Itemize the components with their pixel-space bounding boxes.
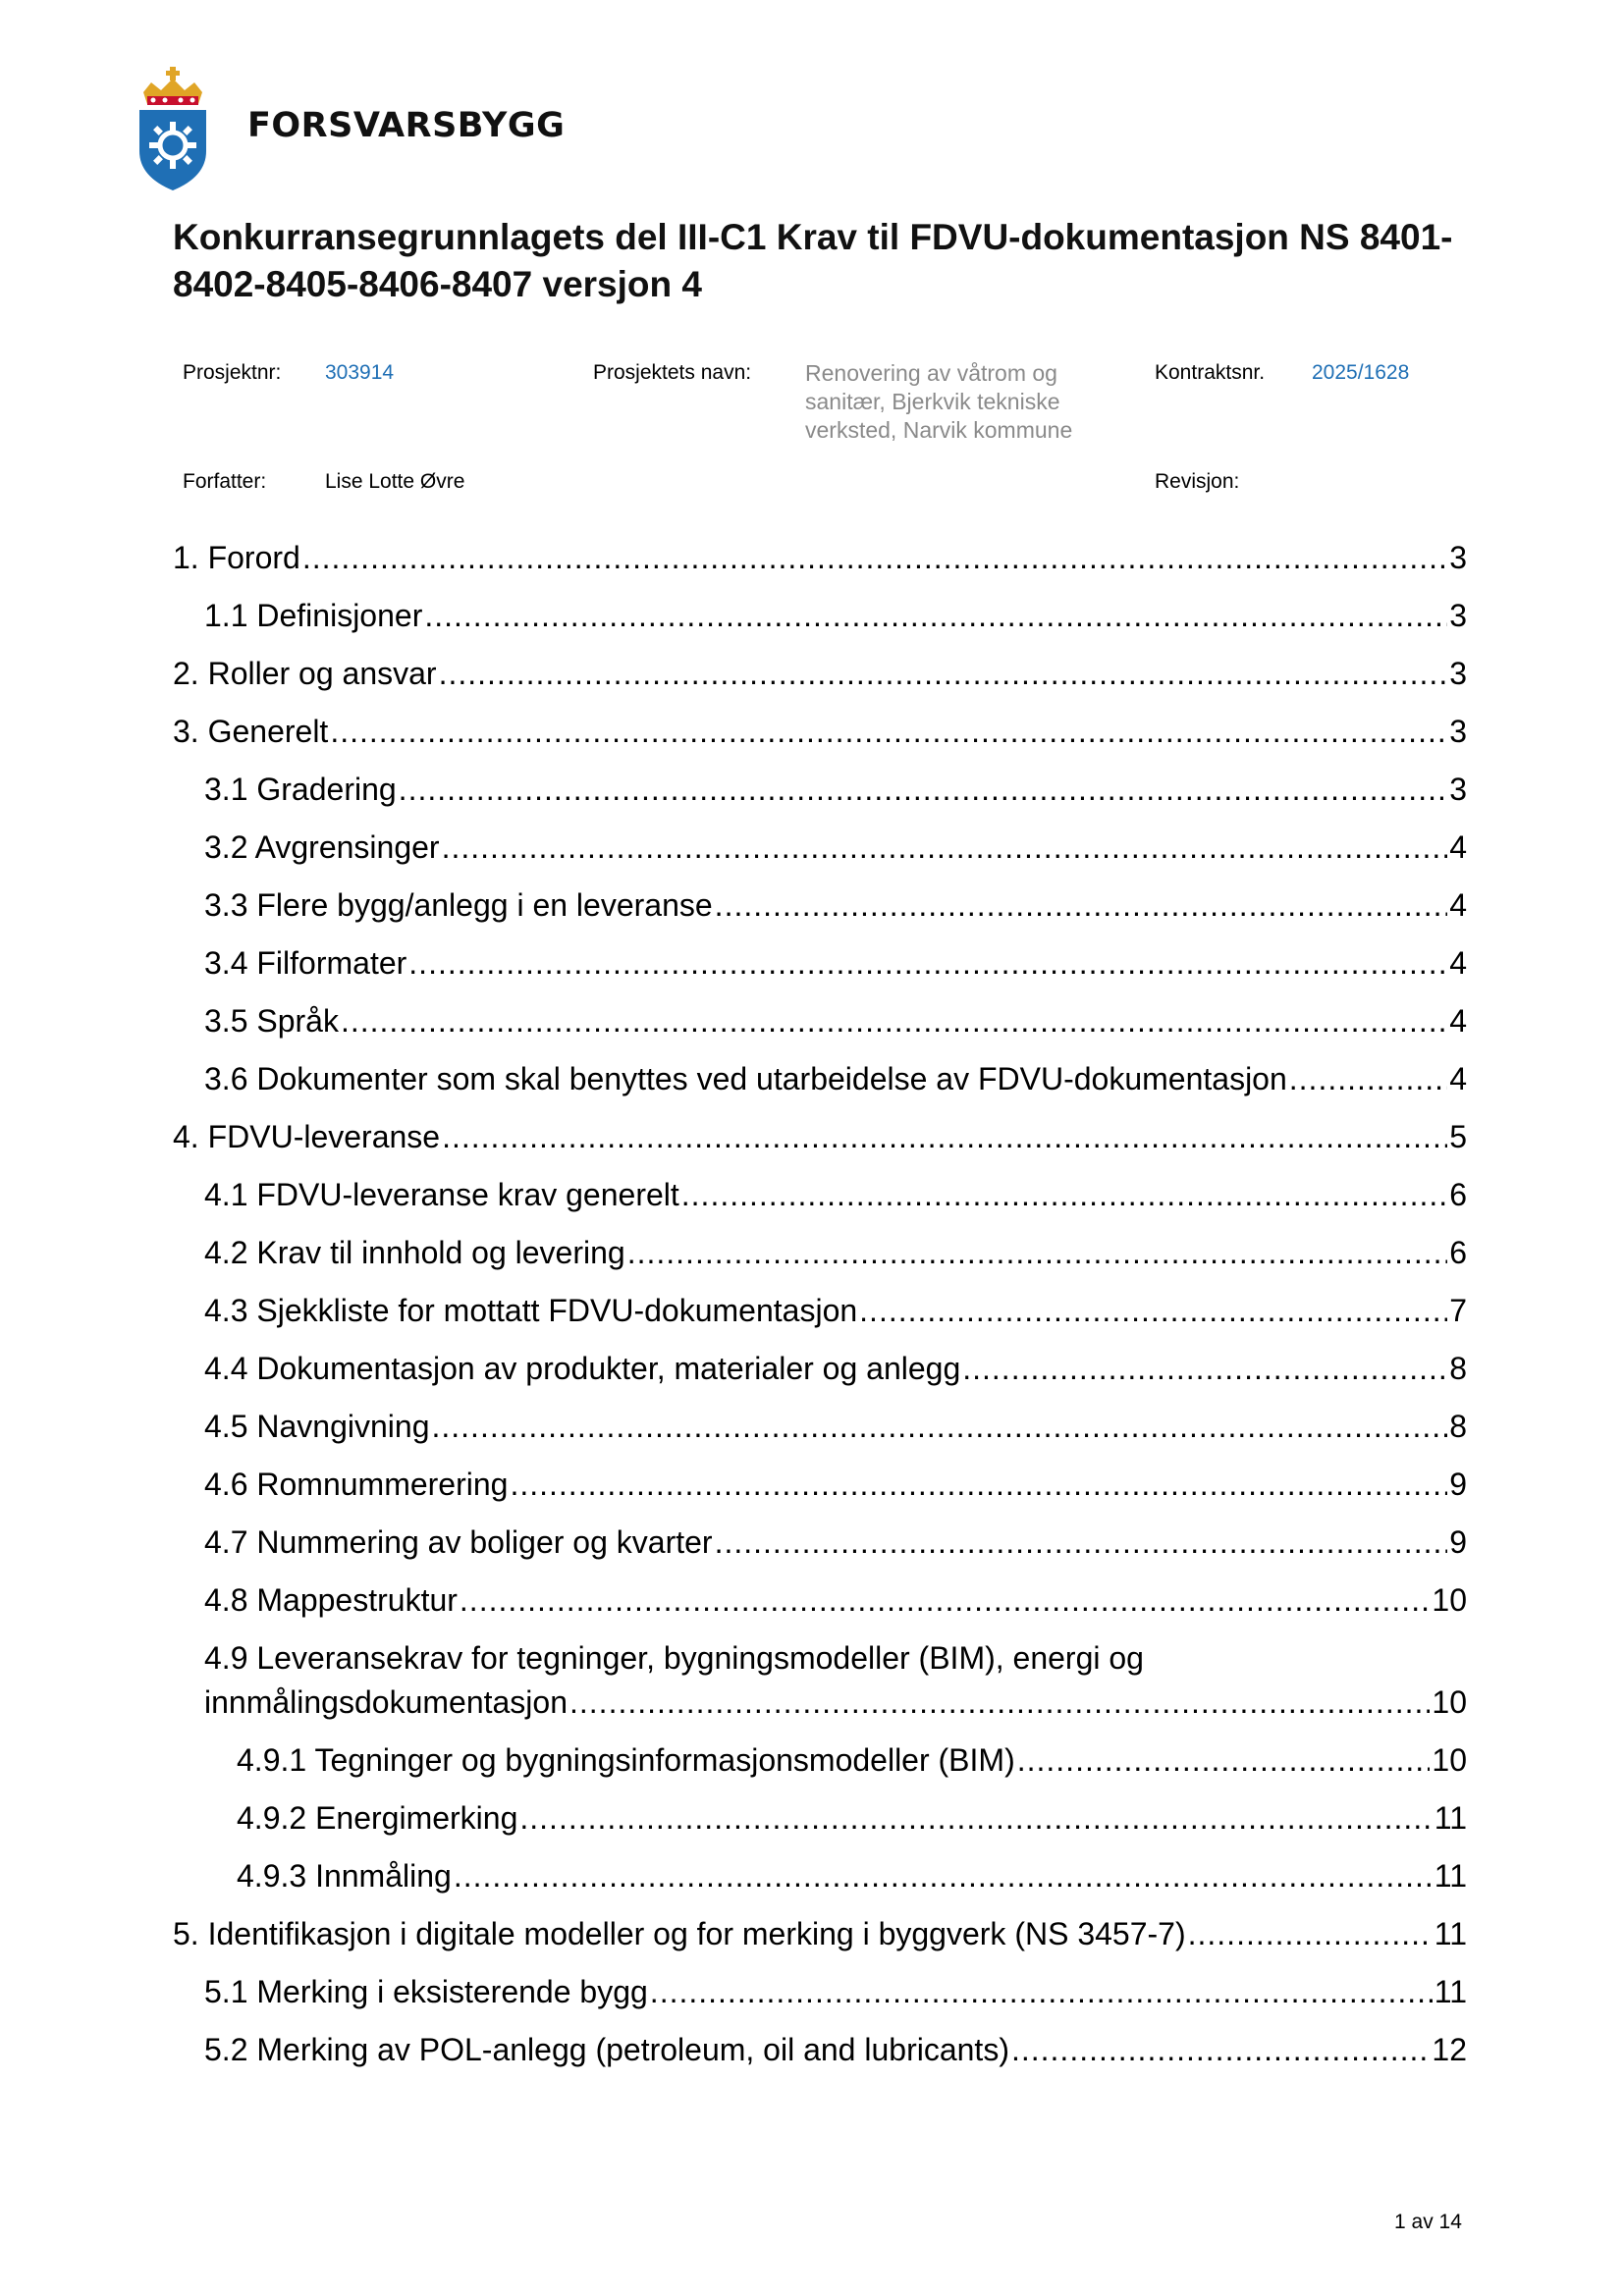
toc-entry-label: 3.6 Dokumenter som skal benyttes ved utarbeidelse av FDVU-dokumentasjon <box>204 1061 1287 1096</box>
toc-entry-page: 3 <box>1449 714 1467 749</box>
toc-entry-label: 4. FDVU-leveranse <box>173 1119 441 1154</box>
toc-entry-3-1[interactable] <box>173 768 1467 826</box>
toc-entry-page: 3 <box>1449 772 1467 807</box>
toc-entry-4-6[interactable] <box>173 1463 1467 1521</box>
toc-entry-page: 8 <box>1449 1351 1467 1386</box>
brand-name: FORSVARSBYGG <box>247 106 566 145</box>
toc-entry-page: 10 <box>1432 1684 1467 1720</box>
toc-entry-3[interactable] <box>173 710 1467 768</box>
toc-entry-3-2[interactable] <box>173 826 1467 883</box>
toc-entry-label: 4.3 Sjekkliste for mottatt FDVU-dokumentasjon <box>204 1293 858 1328</box>
toc-entry-page: 11 <box>1434 1800 1467 1836</box>
toc-entry-page: 12 <box>1432 2032 1467 2067</box>
prosjektnr-label: Prosjektnr: <box>183 361 282 384</box>
toc-entry-4-9[interactable] <box>173 1636 1467 1738</box>
toc-entry-page: 4 <box>1449 1061 1467 1096</box>
prosjekt-navn-label: Prosjektets navn: <box>593 361 752 384</box>
toc-entry-label: 5.2 Merking av POL-anlegg (petroleum, oil and lubricants) <box>204 2032 1009 2067</box>
toc-entry-label: 4.9.1 Tegninger og bygningsinformasjonsmodeller (BIM) <box>237 1742 1015 1778</box>
toc-entry-1[interactable] <box>173 536 1467 594</box>
toc-entry-page: 11 <box>1434 1858 1467 1894</box>
toc-entry-label: 4.5 Navngivning <box>204 1409 430 1444</box>
forsvarsbygg-shield-crown-icon <box>137 67 208 192</box>
toc-entry-label: 5.1 Merking i eksisterende bygg <box>204 1974 648 2009</box>
toc-entry-label-line2: innmålingsdokumentasjon <box>204 1684 568 1720</box>
toc-entry-4-8[interactable] <box>173 1578 1467 1636</box>
toc-entry-4-9-3[interactable] <box>173 1854 1467 1912</box>
toc-entry-4-9-2[interactable] <box>173 1796 1467 1854</box>
toc-entry-label: 4.4 Dokumentasjon av produkter, materialer og anlegg <box>204 1351 961 1386</box>
toc-entry-label: 4.2 Krav til innhold og levering <box>204 1235 625 1270</box>
toc-entry-3-5[interactable] <box>173 999 1467 1057</box>
document-title: Konkurransegrunnlagets del III-C1 Krav til FDVU-dokumentasjon NS 8401-8402-8405-8406-8407 versjon 4 <box>173 217 1453 304</box>
toc-entry-3-4[interactable] <box>173 941 1467 999</box>
toc-entry-4-9-1[interactable] <box>173 1738 1467 1796</box>
toc-entry-4-5[interactable] <box>173 1405 1467 1463</box>
toc-entry-label: 1. Forord <box>173 540 300 575</box>
toc-entry-label: 3. Generelt <box>173 714 329 749</box>
toc-entry-5-1[interactable] <box>173 1970 1467 2028</box>
toc-entry-3-3[interactable] <box>173 883 1467 941</box>
toc-entry-label: 4.1 FDVU-leveranse krav generelt <box>204 1177 679 1212</box>
toc-entry-page: 10 <box>1432 1742 1467 1778</box>
prosjekt-navn-value: Renovering av våtrom og sanitær, Bjerkvik tekniske verksted, Narvik kommune <box>805 360 1073 443</box>
kontraktsnr-value: 2025/1628 <box>1312 361 1410 384</box>
toc-entry-page: 4 <box>1449 945 1467 981</box>
toc-entry-5-2[interactable] <box>173 2028 1467 2086</box>
toc-entry-page: 8 <box>1449 1409 1467 1444</box>
prosjektnr-value: 303914 <box>325 361 395 384</box>
toc-entry-label: 4.9.2 Energimerking <box>237 1800 518 1836</box>
toc-entry-label: 4.7 Nummering av boliger og kvarter <box>204 1524 713 1560</box>
toc-entry-page: 3 <box>1449 656 1467 691</box>
toc-entry-label: 5. Identifikasjon i digitale modeller og for merking i byggverk (NS 3457-7) <box>173 1916 1186 1951</box>
forfatter-label: Forfatter: <box>183 470 267 493</box>
toc-entry-4-3[interactable] <box>173 1289 1467 1347</box>
kontraktsnr-label: Kontraktsnr. <box>1155 361 1266 384</box>
toc-entry-page: 9 <box>1449 1524 1467 1560</box>
toc-entry-2[interactable] <box>173 652 1467 710</box>
toc-entry-label: 3.5 Språk <box>204 1003 339 1039</box>
toc-entry-label: 4.9.3 Innmåling <box>237 1858 452 1894</box>
toc-entry-page: 10 <box>1432 1582 1467 1618</box>
forfatter-value: Lise Lotte Øvre <box>325 470 465 493</box>
table-of-contents <box>173 536 1467 2086</box>
toc-entry-label: 1.1 Definisjoner <box>204 598 423 633</box>
toc-entry-page: 9 <box>1449 1467 1467 1502</box>
toc-entry-label: 3.1 Gradering <box>204 772 397 807</box>
toc-entry-page: 11 <box>1434 1916 1467 1951</box>
toc-entry-4-2[interactable] <box>173 1231 1467 1289</box>
toc-entry-5[interactable] <box>173 1912 1467 1970</box>
toc-entry-label: 3.3 Flere bygg/anlegg i en leveranse <box>204 887 713 923</box>
toc-entry-4[interactable] <box>173 1115 1467 1173</box>
toc-entry-page: 6 <box>1449 1177 1467 1212</box>
toc-entry-4-7[interactable] <box>173 1521 1467 1578</box>
toc-entry-page: 5 <box>1449 1119 1467 1154</box>
toc-entry-label: 3.4 Filformater <box>204 945 407 981</box>
toc-entry-label: 4.8 Mappestruktur <box>204 1582 458 1618</box>
revisjon-label: Revisjon: <box>1155 470 1240 493</box>
toc-entry-4-4[interactable] <box>173 1347 1467 1405</box>
toc-entry-3-6[interactable] <box>173 1057 1467 1115</box>
toc-entry-page: 4 <box>1449 829 1467 865</box>
toc-entry-4-1[interactable] <box>173 1173 1467 1231</box>
toc-entry-page: 3 <box>1449 540 1467 575</box>
page-number: 1 av 14 <box>1394 2211 1462 2233</box>
toc-entry-page: 7 <box>1449 1293 1467 1328</box>
toc-entry-page: 6 <box>1449 1235 1467 1270</box>
toc-entry-label: 2. Roller og ansvar <box>173 656 437 691</box>
toc-entry-label: 4.6 Romnummerering <box>204 1467 509 1502</box>
toc-entry-page: 4 <box>1449 1003 1467 1039</box>
toc-entry-1-1[interactable] <box>173 594 1467 652</box>
toc-entry-label-line1: 4.9 Leveransekrav for tegninger, bygningsmodeller (BIM), energi og <box>204 1640 1144 1676</box>
toc-entry-label: 3.2 Avgrensinger <box>204 829 440 865</box>
toc-entry-page: 3 <box>1449 598 1467 633</box>
toc-entry-page: 11 <box>1434 1974 1467 2009</box>
toc-entry-page: 4 <box>1449 887 1467 923</box>
